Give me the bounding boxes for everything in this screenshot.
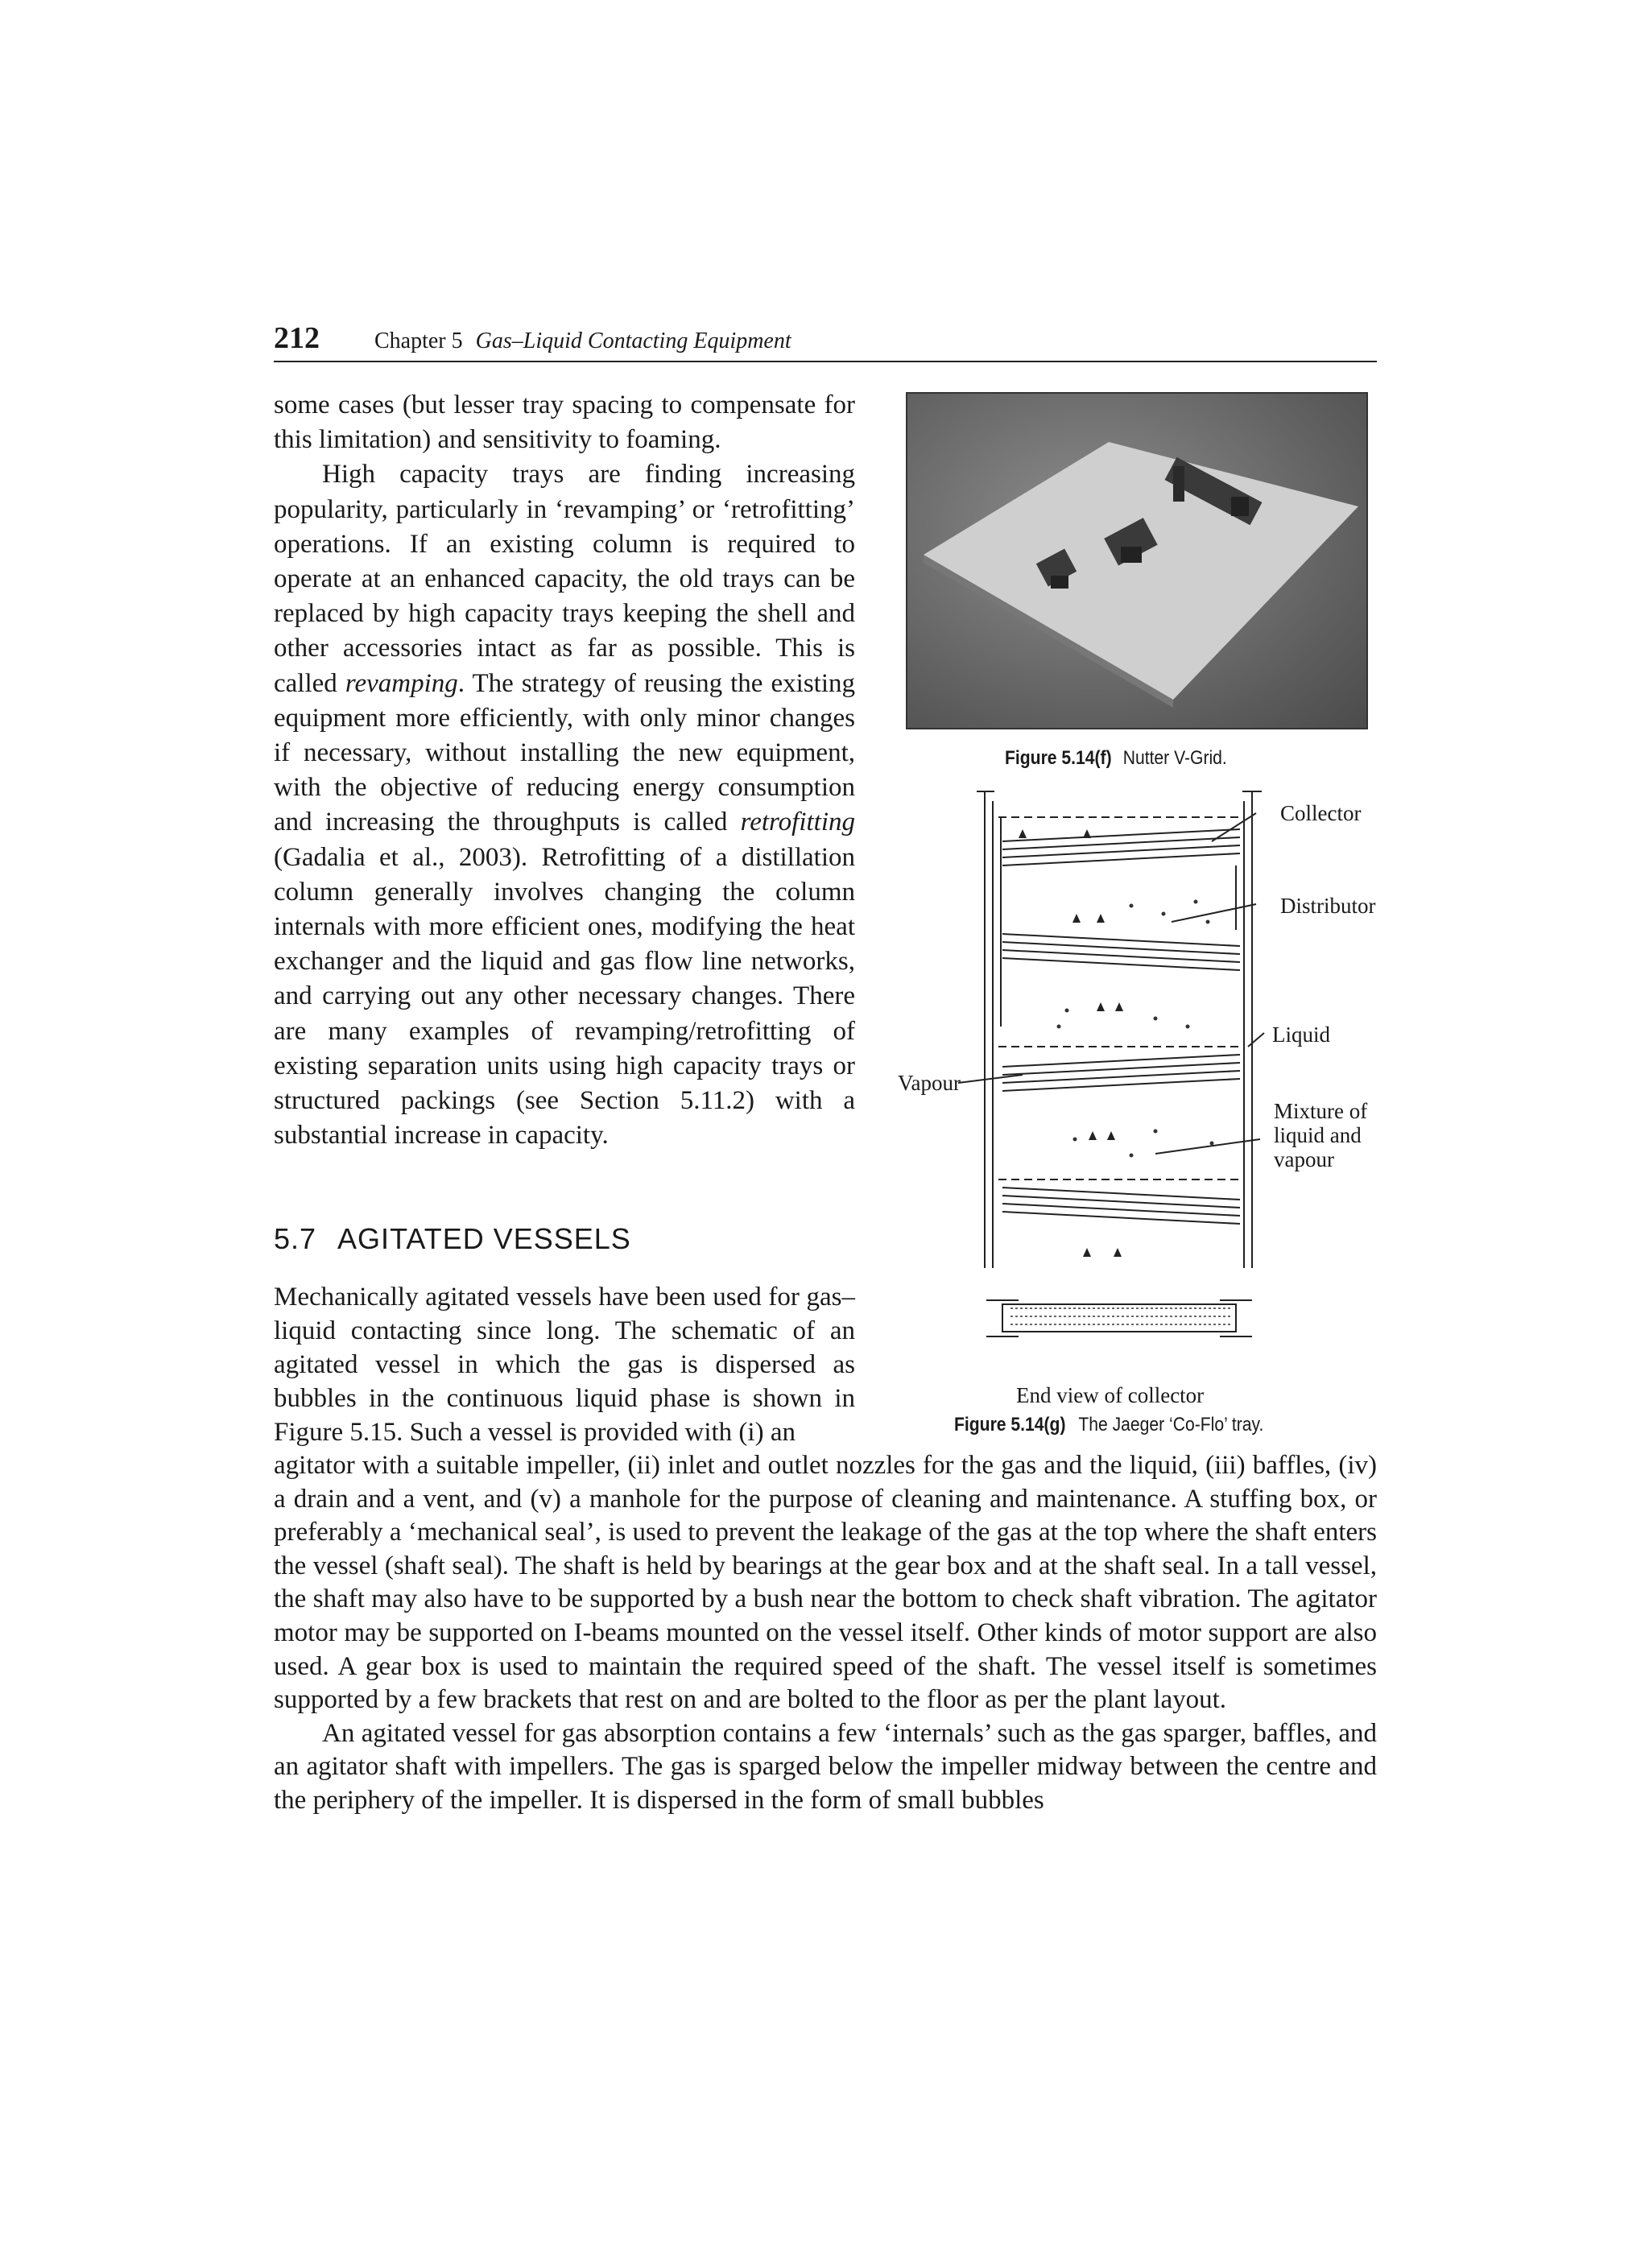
label-mixture <box>1274 1099 1367 1171</box>
intro-text: Mechanically agitated vessels have been used for gas–liquid contacting since long. The schematic of an agitated vessel in which the gas is dispersed as bubbles in the continuous liquid phase is shown in Figure 5.15. Such a vessel is provided with (i) an <box>274 1283 855 1447</box>
body-full-width <box>274 1449 1377 1818</box>
agitated-intro-paragraph <box>274 1280 855 1449</box>
text-run: High capacity trays are finding increasing popularity, particularly in ‘revamping’ or ‘retrofitting’ operations. If an existing column is required to operate at an enhanced capacity, the old trays can be replaced by high capacity trays keeping the shell and other accessories intact as far as possible. This is called <box>274 460 855 698</box>
leader-liquid <box>1248 1033 1264 1047</box>
chapter-number: Chapter 5 <box>374 328 463 353</box>
paragraph-vessel-parts: agitator with a suitable impeller, (ii) inlet and outlet nozzles for the gas and the liquid, (iii) baffles, (iv) a drain and a vent, and (v) a manhole for the purpose of cleaning and maintenance. A stuffing box, or preferably a ‘mechanical seal’, is used to prevent the leakage of the gas at the top where the shaft enters the vessel (shaft seal). The shaft is held by bearings at the gear box and at the shaft seal. In a tall vessel, the shaft may also have to be supported by a bush near the bottom to check shaft vibration. The agitator motor may be supported on I-beams mounted on the vessel itself. Other kinds of motor support are also used. A gear box is used to maintain the required speed of the shaft. The vessel itself is sometimes supported by a few brackets that rest on and are bolted to the floor as per the plant layout. <box>274 1451 1377 1715</box>
section-title: AGITATED VESSELS <box>337 1222 631 1255</box>
figure-label: Figure 5.14(f) <box>1005 747 1112 769</box>
label-end-view: End view of collector <box>1016 1383 1205 1407</box>
tray-stack <box>1002 934 1240 970</box>
v-grid-illustration <box>907 394 1366 728</box>
label-collector: Collector <box>1280 801 1362 825</box>
term-retrofitting: retrofitting <box>740 808 855 837</box>
section-number: 5.7 <box>274 1222 317 1255</box>
tray-stack <box>1002 829 1240 865</box>
page-number: 212 <box>274 321 320 355</box>
label-mixture-line: vapour <box>1274 1147 1334 1171</box>
figure-title: Nutter V-Grid. <box>1122 747 1227 769</box>
text-run: . The strategy of reusing the existing equipment more efficiently, with only minor changes if necessary, without installing the new equipment, with the objective of reducing energy consumption and increasing the throughputs is called <box>274 668 855 837</box>
figure-diagram-co-flo-tray <box>890 785 1389 1365</box>
tray-stack <box>1002 1055 1240 1091</box>
figure-photo-nutter-v-grid <box>906 392 1368 729</box>
chapter-heading <box>374 328 791 354</box>
figure-caption-g <box>954 1414 1263 1436</box>
figure-label: Figure 5.14(g) <box>954 1414 1066 1436</box>
label-distributor: Distributor <box>1280 894 1376 918</box>
label-liquid: Liquid <box>1272 1022 1330 1047</box>
paragraph-continued: some cases (but lesser tray spacing to compensate for this limitation) and sensitivity to foaming. <box>274 390 855 455</box>
running-header <box>274 320 1377 362</box>
left-column <box>274 388 855 1153</box>
tray-plate <box>924 442 1358 700</box>
chapter-title: Gas–Liquid Contacting Equipment <box>475 328 791 353</box>
label-vapour: Vapour <box>898 1071 961 1095</box>
term-revamping: revamping <box>345 668 458 698</box>
section-heading <box>274 1222 631 1256</box>
figure-title: The Jaeger ‘Co-Flo’ tray. <box>1078 1414 1264 1436</box>
label-mixture-line: liquid and <box>1274 1123 1362 1147</box>
text-run: (Gadalia et al., 2003). Retrofitting of a distillation column generally involves changing the column internals with more efficient ones, modifying the heat exchanger and the liquid and gas flow line networks, and carrying out any other necessary changes. There are many examples of revamping/retrofitting of existing separation units using high capacity trays or structured packings (see Section 5.11.2) with a substantial increase in capacity. <box>274 842 855 1151</box>
label-mixture-line: Mixture of <box>1274 1099 1368 1123</box>
paragraph-internals: An agitated vessel for gas absorption contains a few ‘internals’ such as the gas sparger, baffles, and an agitator shaft with impellers. The gas is sparged below the impeller midway between the centre and the periphery of the impeller. It is dispersed in the form of small bubbles <box>274 1718 1377 1815</box>
tray-stack <box>1002 1188 1240 1224</box>
end-view-slots <box>1010 1308 1232 1324</box>
figure-caption-f <box>1005 747 1227 770</box>
paragraph-high-capacity-trays <box>274 457 855 1153</box>
